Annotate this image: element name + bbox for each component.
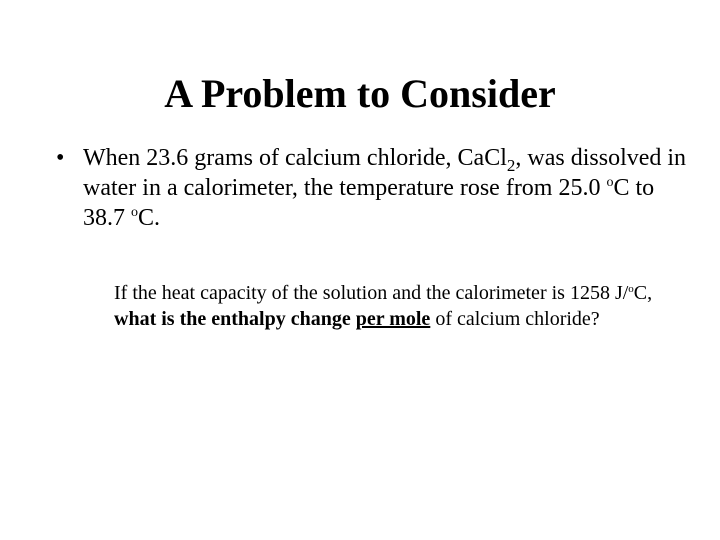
degree-symbol: o — [131, 205, 138, 220]
degree-symbol: o — [606, 175, 614, 190]
question-bold-text: what is the enthalpy change — [114, 308, 356, 330]
question-part2: C, — [633, 282, 653, 304]
bullet-text-part1: When 23.6 grams of calcium chloride, CaCl — [83, 145, 507, 171]
question-underlined-text: per mole — [355, 308, 431, 330]
slide-title: A Problem to Consider — [164, 71, 556, 116]
bullet-point — [56, 143, 696, 233]
bullet-subscript: 2 — [506, 156, 516, 175]
question-part3: of calcium chloride? — [430, 308, 600, 330]
bullet-text-part4: C. — [138, 205, 161, 231]
question-part1: If the heat capacity of the solution and the calorimeter is 1258 J/ — [114, 282, 629, 304]
bullet-text-part3: C to 38.7 — [83, 175, 655, 231]
question-paragraph — [114, 280, 674, 332]
bullet-text — [83, 143, 696, 233]
bullet-text-part2: , was dissolved in water in a calorimeter, the temperature rose from 25.0 — [83, 145, 687, 201]
bullet-icon: • — [56, 145, 65, 171]
degree-symbol: o — [628, 283, 634, 295]
